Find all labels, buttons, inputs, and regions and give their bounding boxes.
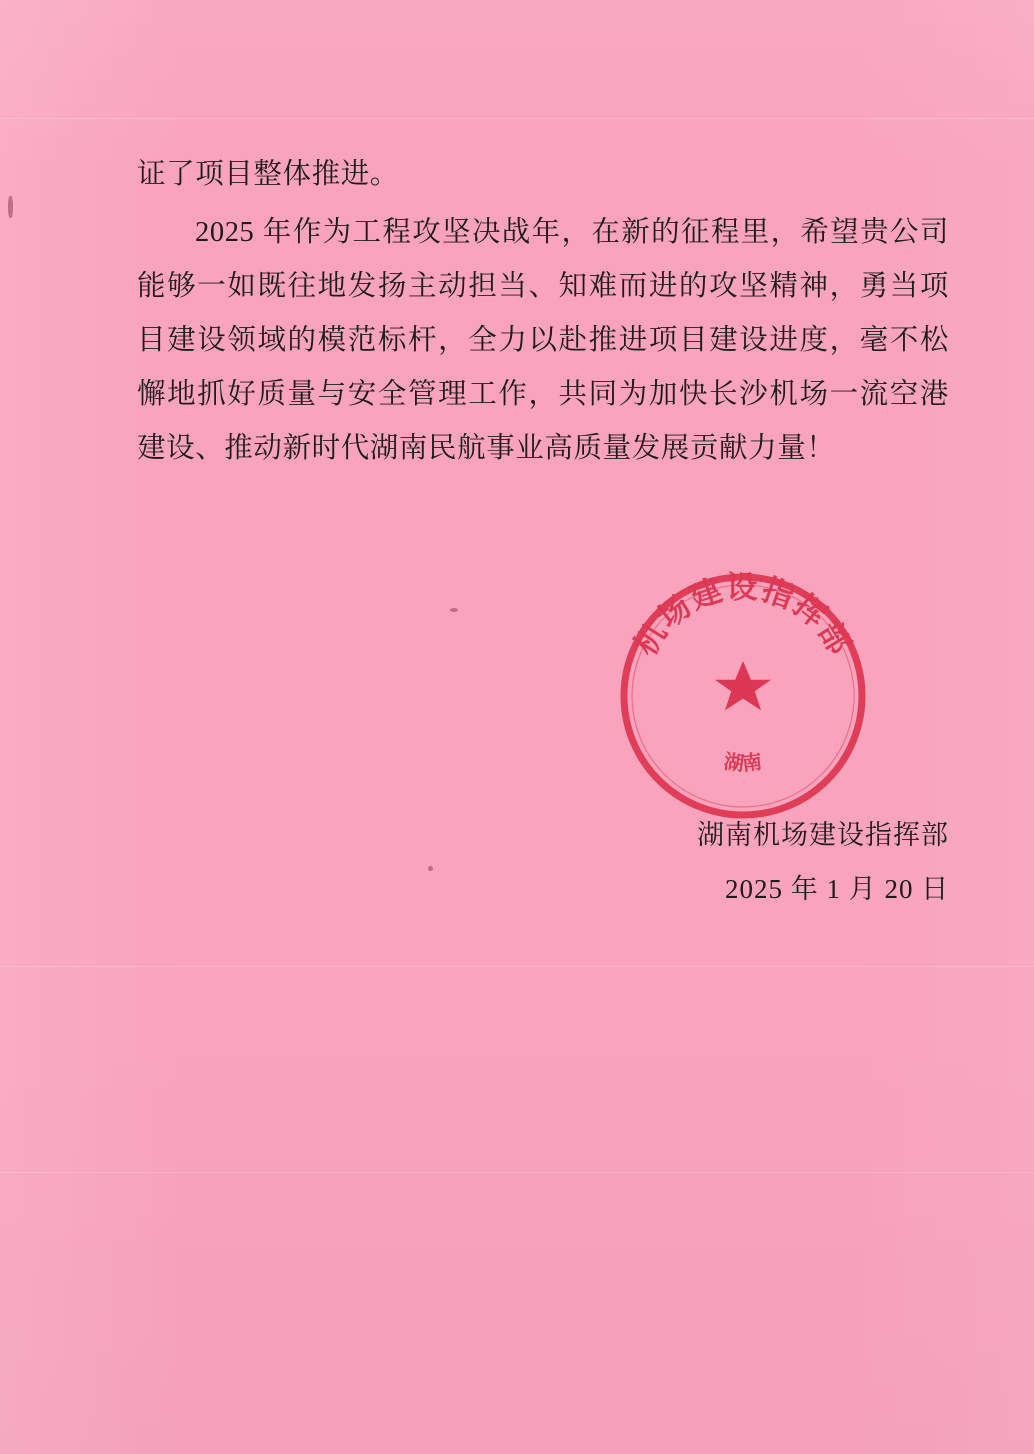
scan-artifact-band xyxy=(0,118,1034,119)
document-body xyxy=(137,148,950,904)
scan-speck xyxy=(8,196,13,218)
seal-arc-text: 机场建设指挥部 xyxy=(627,570,859,662)
signature-organization: 湖南机场建设指挥部 xyxy=(697,820,949,850)
paragraph-2: 2025 年作为工程攻坚决战年，在新的征程里，希望贵公司能够一如既往地发扬主动担当、知难而进的攻坚精神，勇当项目建设领域的模范标杆，全力以赴推进项目建设进度，毫不松懈地抓好质量与安全管理工作，共同为加快长沙机场一流空港建设、推动新时代湖南民航事业高质量发展贡献力量！ xyxy=(137,217,949,464)
seal-bottom-text: 湖南 xyxy=(722,751,764,776)
scan-artifact-band xyxy=(0,1172,1034,1173)
paragraph-1: 证了项目整体推进。 xyxy=(137,159,399,190)
scan-artifact-band xyxy=(0,966,1034,967)
signature-block xyxy=(697,808,1027,916)
scan-speck xyxy=(428,866,433,871)
scan-speck xyxy=(450,608,458,612)
signature-date: 2025 年 1 月 20 日 xyxy=(725,874,950,904)
